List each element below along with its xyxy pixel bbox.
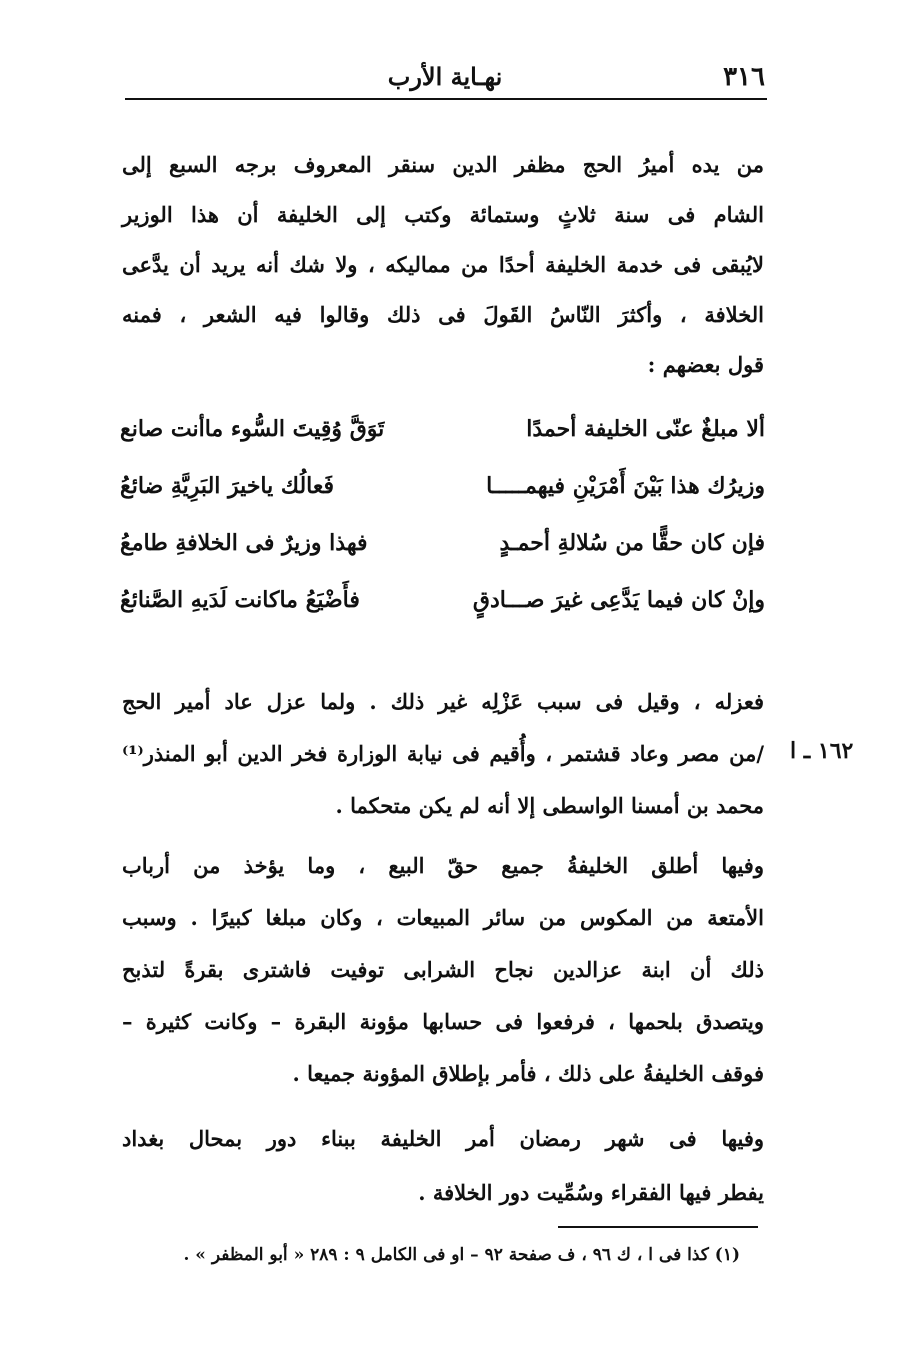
poem-verse <box>120 416 765 473</box>
verse-first-hemistich: ألا مبلغٌ عنّى الخليفة أحمدًا <box>526 416 765 442</box>
running-title: نهـاية الأرب <box>387 62 503 91</box>
paragraph-line: الأمتعة من المكوس من سائر المبيعات ، وكان مبلغا كبيرًا . وسبب <box>122 905 764 930</box>
paragraph-line: لايُبقى فى خدمة الخليفة أحدًا من مماليكه ، ولا شك أنه يريد أن يدَّعى <box>122 252 764 277</box>
manuscript-folio-marker: ١٦٢ ـ ا <box>790 738 854 764</box>
paragraph-line: الخلافة ، وأكثرَ النّاسُ القَولَ فى ذلك وقالوا فيه الشعر ، فمنه <box>122 302 764 327</box>
poem-verse <box>120 473 765 530</box>
paragraph-line: فوقف الخليفةُ على ذلك ، فأمر بإطلاق المؤونة جميعا . <box>292 1061 764 1086</box>
verse-second-hemistich: فَعالُك ياخيرَ البَرِيَّةِ ضائعُ <box>120 473 334 499</box>
paragraph-line: ويتصدق بلحمها ، فرفعوا فى حسابها مؤونة البقرة – وكانت كثيرة – <box>122 1009 764 1034</box>
poem <box>120 416 765 644</box>
paragraph-1 <box>122 140 764 390</box>
verse-second-hemistich: فهذا وزيرٌ فى الخلافةِ طامعُ <box>120 530 368 556</box>
page-number: ٣١٦ <box>723 62 765 92</box>
paragraph-line: محمد بن أمسنا الواسطى إلا أنه لم يكن متحكما . <box>335 793 764 818</box>
paragraph-2 <box>122 676 764 832</box>
header-rule <box>125 98 767 100</box>
paragraph-line: /من مصر وعاد قشتمر ، وأُقيم فى نيابة الوزارة فخر الدين أبو المنذر⁽¹⁾ <box>122 741 764 766</box>
verse-first-hemistich: وإنْ كان فيما يَدَّعِى غيرَ صـــادقٍ <box>472 587 765 613</box>
paragraph-line: يفطر فيها الفقراء وسُمِّيت دور الخلافة . <box>418 1180 764 1205</box>
paragraph-line: ذلك أن ابنة عزالدين نجاح الشرابى توفيت فاشترى بقرةً لتذبح <box>122 957 764 982</box>
paragraph-4 <box>122 1112 764 1220</box>
verse-first-hemistich: فإن كان حقًّا من سُلالةِ أحمـدٍ <box>499 530 765 556</box>
paragraph-line: من يده أميرُ الحج مظفر الدين سنقر المعروف برجه السبع إلى <box>122 152 764 177</box>
paragraph-line: الشام فى سنة ثلاثٍ وستمائة وكتب إلى الخليفة أن هذا الوزير <box>122 202 764 227</box>
paragraph-line: فعزله ، وقيل فى سبب عَزْلِه غير ذلك . ولما عزل عاد أمير الحج <box>122 689 764 714</box>
page-header <box>125 58 765 98</box>
footnote-rule <box>558 1226 758 1228</box>
paragraph-line: قول بعضهم : <box>647 352 764 377</box>
verse-second-hemistich: فأَضْيَعُ ماكانت لَدَيهِ الصَّنائعُ <box>120 587 360 613</box>
footnote: (١) كذا فى ا ، ك ٩٦ ، ف صفحة ٩٢ – او فى الكامل ٩ : ٢٨٩ « أبو المظفر » . <box>183 1245 740 1265</box>
poem-verse <box>120 530 765 587</box>
paragraph-3 <box>122 840 764 1100</box>
paragraph-line: وفيها فى شهر رمضان أمر الخليفة ببناء دور بمحال بغداد <box>122 1126 764 1151</box>
paragraph-line: وفيها أطلق الخليفةُ جميع حقّ البيع ، وما يؤخذ من أرباب <box>122 853 764 878</box>
verse-second-hemistich: تَوَقَّ وُقِيتَ السُّوء ماأنت صانع <box>120 416 385 442</box>
verse-first-hemistich: وزيرُك هذا بَيْنَ أَمْرَيْنِ فيهمـــــا <box>486 473 765 499</box>
poem-verse <box>120 587 765 644</box>
